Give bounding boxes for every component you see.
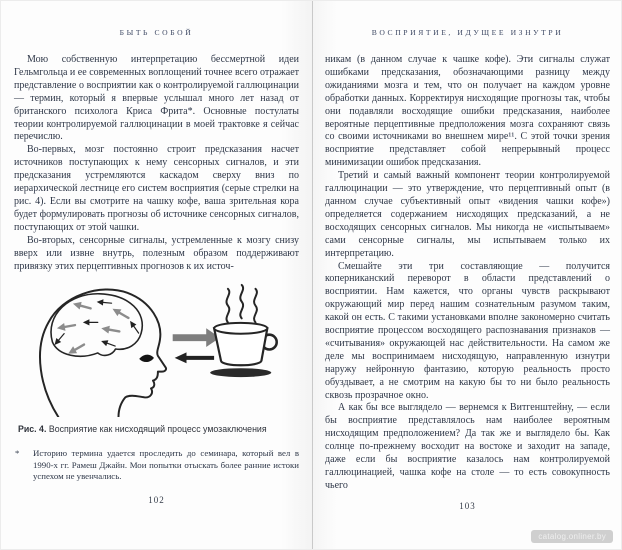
paragraph: Мою собственную интерпретацию бессмертной идеи Гельмгольца и ее современных воплощений точнее всего отражает представление о восприятии как о контролируемой галлюцинации — термин, который я впервые услышал много лет назад от британского психолога Криса Фрита*. Основные постулаты теории контролируемой галлюцинации в моей трактовке я сейчас перечислю. bbox=[14, 54, 299, 143]
sensory-arrow-icon bbox=[175, 353, 214, 364]
right-page bbox=[312, 1, 622, 549]
coffee-cup-icon bbox=[210, 323, 277, 377]
figure-caption bbox=[18, 424, 299, 434]
paragraph: никам (в данном случае к чашке кофе). Эти сигналы служат ошибками предсказания, обозначающими разницу между ожиданиями мозга и тем, что он получает на каждом уровне обработки данных. Корректируя нисходящие прогнозы так, чтобы они подавляли восходящие ошибки предсказания, наиболее вероятные перцептивные предположения мозга сохраняют связь со своими источниками во внешнем мире¹¹. С этой точки зрения восприятие представляет собой непрерывный процесс минимизации ошибок предсказания. bbox=[325, 54, 610, 169]
figure-caption-text: Восприятие как нисходящий процесс умозаключения bbox=[46, 424, 267, 435]
paragraph: Во-вторых, сенсорные сигналы, устремленные к мозгу снизу вверх или извне внутрь, полезным образом поддерживают привязку этих перцептивных прогнозов к их источ- bbox=[14, 234, 299, 272]
left-page bbox=[1, 1, 312, 549]
paragraph: Во-первых, мозг постоянно строит предсказания насчет источников поступающих к нему сенсорных сигналов, и эти предсказания устремляются каскадом сверху вниз по иерархической лестнице его систем восприятия (серые стрелки на рис. 4). Если вы смотрите на чашку кофе, ваша зрительная кора будет формулировать прогнозы об источнике сенсорных сигналов, поступающих от этой чашки. bbox=[14, 144, 299, 233]
page-number-left: 102 bbox=[148, 495, 165, 505]
left-body-text bbox=[14, 54, 299, 273]
paragraph: Третий и самый важный компонент теории контролируемой галлюцинации — это утверждение, что перцептивный опыт (в данном случае субъективный опыт «видения чашки кофе») определяется содержанием нисходящих предсказаний, а не восходящих сенсорных сигналов. Мы никогда не «испытываем» сами сенсорные сигналы, мы испытываем только их интерпретацию. bbox=[325, 170, 610, 259]
footnote bbox=[14, 448, 299, 483]
prediction-arrow-icon bbox=[173, 329, 220, 348]
head-profile-icon bbox=[40, 290, 166, 418]
figure-caption-label: Рис. 4. bbox=[18, 424, 47, 435]
page-number-right: 103 bbox=[459, 500, 476, 511]
footnote-text: Историю термина удается проследить до семинара, который вел в 1990-х гг. Рамеш Джайн. Мои попытки отыскать более ранние истоки успехом не увенчались. bbox=[33, 448, 299, 482]
watermark-badge: catalog.onliner.by bbox=[531, 530, 613, 543]
paragraph: А как бы все выглядело — вернемся к Витгенштейну, — если бы восприятие представлялось нам наиболее вероятным нисходящим предположением? Да так же и выглядело бы. Как солнце по-прежнему восходит на востоке и заходит на западе, даже если бы восприятие казалось нам контролируемой галлюцинацией, чашка кофе на столе — то есть совокупность чьего bbox=[325, 402, 610, 491]
figure-4-illustration bbox=[18, 279, 286, 417]
running-head-left: БЫТЬ СОБОЙ bbox=[119, 28, 194, 37]
footnote-marker: * bbox=[15, 448, 20, 459]
running-head-right: ВОСПРИЯТИЕ, ИДУЩЕЕ ИЗНУТРИ bbox=[371, 28, 564, 37]
figure-4 bbox=[18, 279, 299, 434]
eye-icon bbox=[139, 355, 154, 362]
paragraph: Смешайте эти три составляющие — получится коперниканский переворот в области представлений о восприятии. Нам кажется, что органы чувств раскрывают окружающий мир перед нашим сознательным разумом таким, какой он есть. С такими установками вполне закономерно считать восприятие процессом восходящего распознавания признаков — «считывания» окружающей нас действительности. На самом же деле мы воспринимаем нисходящую, направленную изнутри наружу нейронную фантазию, которую реальность просто обуздывает, а не смотрим на какую бы то ни было реальность сквозь прозрачное окно. bbox=[325, 260, 610, 401]
saucer bbox=[210, 369, 271, 378]
right-body-text bbox=[325, 54, 610, 493]
steam-icon bbox=[226, 285, 256, 322]
page-gutter-divider bbox=[312, 1, 313, 549]
